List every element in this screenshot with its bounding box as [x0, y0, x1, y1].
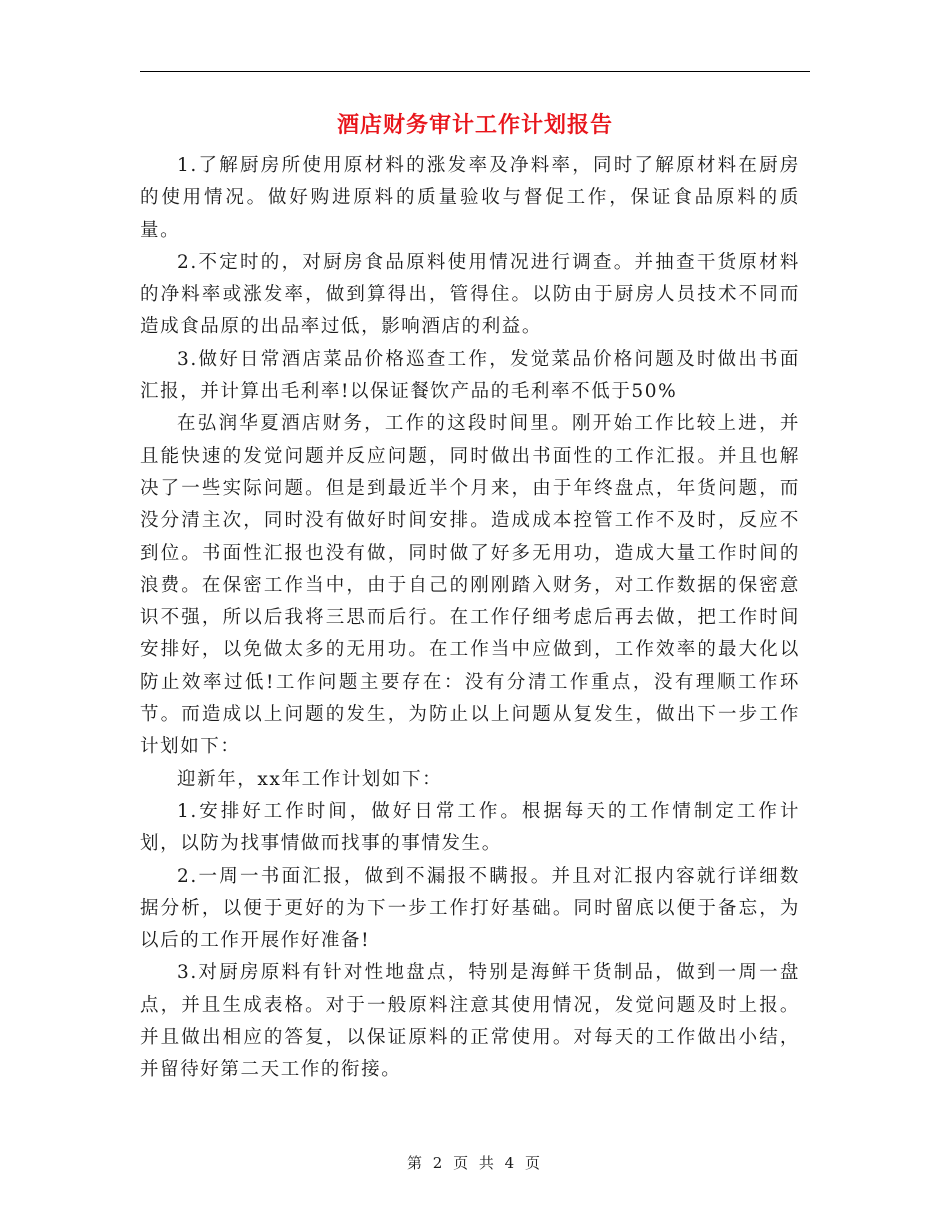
paragraph-new-plan-2: 2.一周一书面汇报，做到不漏报不瞒报。并且对汇报内容就行详细数据分析，以便于更好的为下一步工作打好基础。同时留底以便于备忘，为以后的工作开展作好准备!: [140, 865, 800, 952]
paragraph-new-plan-3: 3.对厨房原料有针对性地盘点，特别是海鲜干货制品，做到一周一盘点，并且生成表格。对于一般原料注意其使用情况，发觉问题及时上报。并且做出相应的答复，以保证原料的正常使用。对每天的工作做出小结，并留待好第二天工作的衔接。: [140, 962, 800, 1081]
paragraph-plan-item-3: 3.做好日常酒店菜品价格巡查工作，发觉菜品价格问题及时做出书面汇报，并计算出毛利率!以保证餐饮产品的毛利率不低于50%: [140, 348, 800, 403]
paragraph-new-plan-1: 1.安排好工作时间，做好日常工作。根据每天的工作情制定工作计划，以防为找事情做而找事的事情发生。: [140, 800, 800, 855]
document-body: [140, 150, 800, 1087]
paragraph-plan-item-1: 1.了解厨房所使用原材料的涨发率及净料率，同时了解原材料在厨房的使用情况。做好购进原料的质量验收与督促工作，保证食品原料的质量。: [140, 155, 800, 241]
paragraph-work-review: 在弘润华夏酒店财务，工作的这段时间里。刚开始工作比较上进，并且能快速的发觉问题并反应问题，同时做出书面性的工作汇报。并且也解决了一些实际问题。但是到最近半个月来，由于年终盘点，年货问题，而没分清主次，同时没有做好时间安排。造成成本控管工作不及时，反应不到位。书面性汇报也没有做，同时做了好多无用功，造成大量工作时间的浪费。在保密工作当中，由于自己的刚刚踏入财务，对工作数据的保密意识不强，所以后我将三思而后行。在工作仔细考虑后再去做，把工作时间安排好，以免做太多的无用功。在工作当中应做到，工作效率的最大化以防止效率过低!工作问题主要存在：没有分清工作重点，没有理顺工作环节。而造成以上问题的发生，为防止以上问题从复发生，做出下一步工作计划如下：: [140, 413, 800, 758]
paragraph-plan-item-2: 2.不定时的，对厨房食品原料使用情况进行调查。并抽查干货原材料的净料率或涨发率，做到算得出，管得住。以防由于厨房人员技术不同而造成食品原的出品率过低，影响酒店的利益。: [140, 251, 800, 338]
header-rule: [140, 71, 810, 72]
page-number-footer: 第 2 页 共 4 页: [407, 1154, 543, 1172]
paragraph-new-year-intro: 迎新年，xx年工作计划如下：: [177, 768, 443, 790]
document-title: 酒店财务审计工作计划报告: [336, 112, 613, 138]
